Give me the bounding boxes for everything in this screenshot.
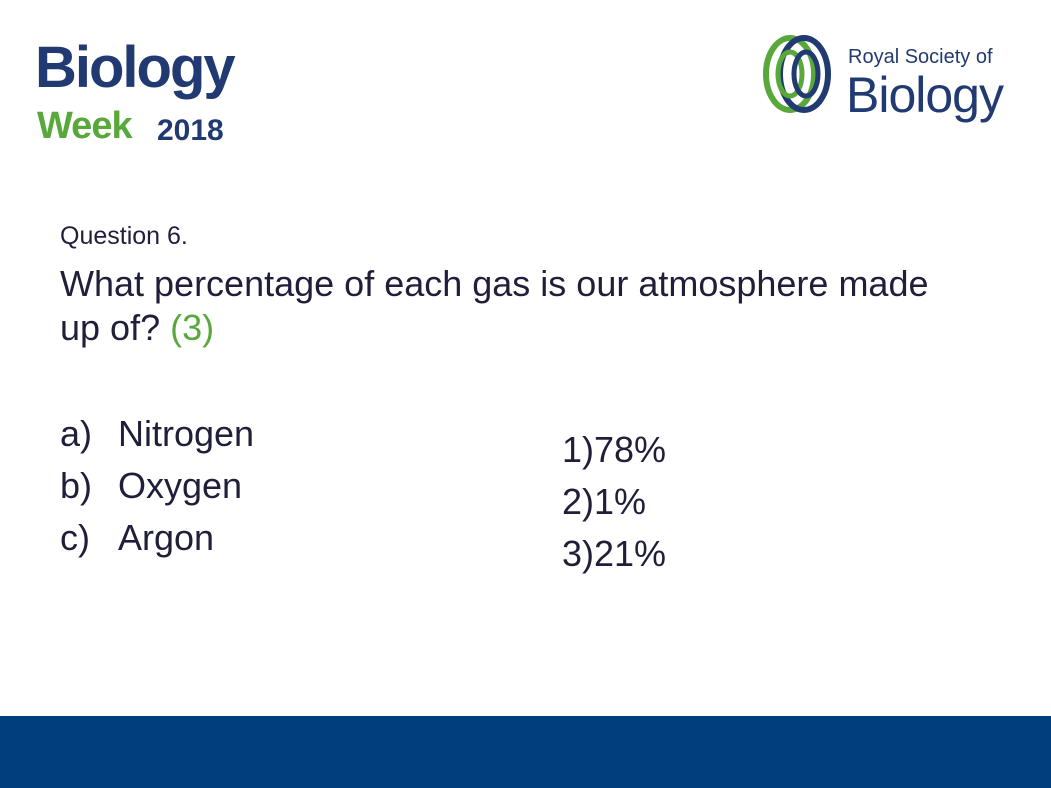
question-text-block <box>60 262 960 350</box>
biology-week-logo-word: Biology <box>35 35 234 100</box>
list-item <box>60 512 254 564</box>
rsb-logo-line1: Royal Society of <box>848 46 993 68</box>
option-text: Nitrogen <box>118 413 255 454</box>
list-item <box>562 528 666 580</box>
answer-text: 1% <box>594 481 647 522</box>
option-text: Oxygen <box>118 465 243 506</box>
list-item <box>562 476 666 528</box>
answer-text: 78% <box>594 429 667 470</box>
royal-society-of-biology-logo <box>760 32 1020 127</box>
option-letter: a) <box>60 413 93 454</box>
question-marks: (3) <box>170 307 215 348</box>
percentage-answers-list <box>562 424 666 580</box>
option-letter: c) <box>60 517 90 558</box>
biology-week-logo-week: Week <box>37 105 132 147</box>
answer-number: 2) <box>562 481 595 522</box>
question-text: What percentage of each gas is our atmosphere made up of? <box>60 263 929 348</box>
option-letter: b) <box>60 465 93 506</box>
biology-week-logo <box>35 35 240 148</box>
answer-number: 1) <box>562 429 595 470</box>
footer-bar <box>0 716 1051 788</box>
question-number: Question 6. <box>60 222 188 250</box>
list-item <box>562 424 666 476</box>
rsb-logo-line2: Biology <box>846 67 1003 123</box>
option-text: Argon <box>118 517 215 558</box>
list-item <box>60 408 254 460</box>
list-item <box>60 460 254 512</box>
answer-number: 3) <box>562 533 595 574</box>
rsb-emblem-icon <box>760 32 840 116</box>
answer-text: 21% <box>594 533 667 574</box>
gas-options-list <box>60 408 254 564</box>
biology-week-logo-year: 2018 <box>157 114 224 147</box>
